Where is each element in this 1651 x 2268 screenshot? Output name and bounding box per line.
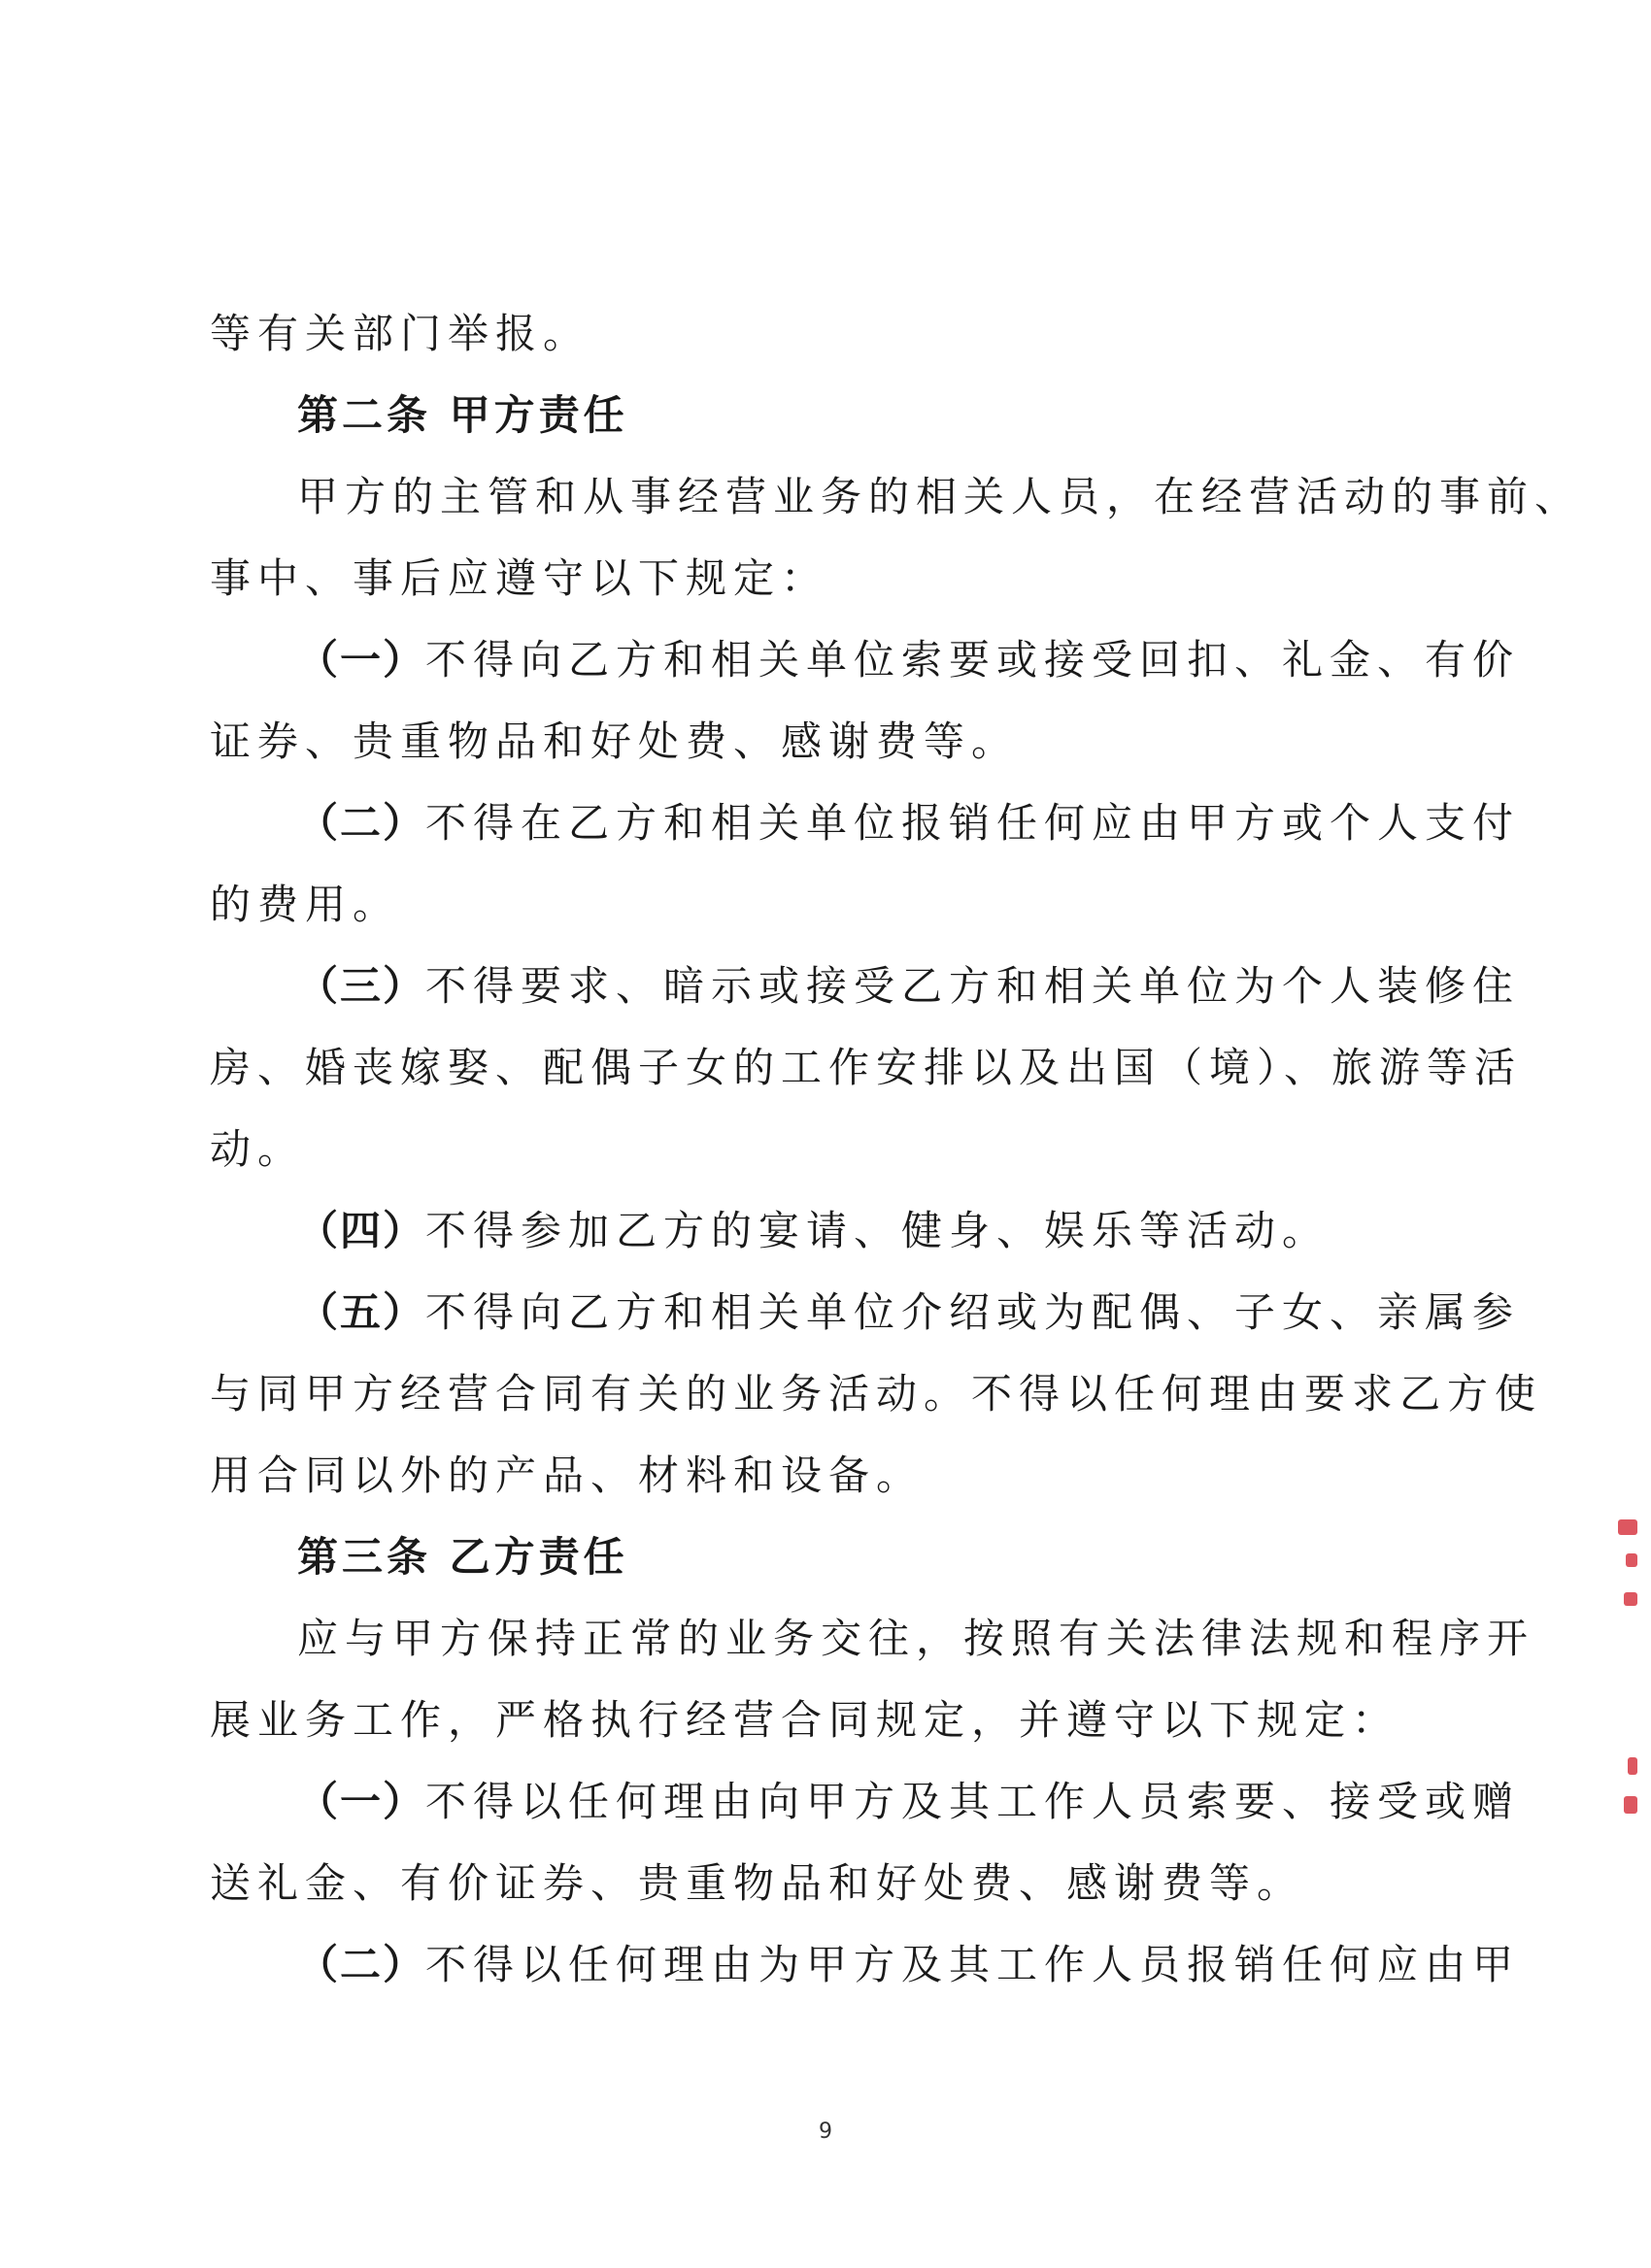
list-item bbox=[297, 1285, 1520, 1340]
paragraph-line bbox=[210, 1041, 1522, 1095]
line-text: 用合同以外的产品、材料和设备。 bbox=[210, 1451, 925, 1499]
list-item bbox=[297, 1204, 1330, 1258]
item-number: （二） bbox=[297, 1941, 426, 1988]
line-text: 的费用。 bbox=[210, 881, 401, 928]
paragraph-line bbox=[210, 1367, 1542, 1421]
paragraph-line bbox=[210, 1693, 1399, 1748]
list-item bbox=[297, 633, 1520, 687]
paragraph-line bbox=[297, 470, 1582, 524]
item-text: 不得参加乙方的宴请、健身、娱乐等活动。 bbox=[425, 1207, 1331, 1254]
list-item bbox=[297, 1938, 1520, 1992]
page-number: 9 bbox=[819, 2119, 832, 2144]
paragraph-line bbox=[210, 551, 828, 606]
item-text: 不得以任何理由向甲方及其工作人员索要、接受或赠 bbox=[425, 1778, 1521, 1825]
item-number: （五） bbox=[297, 1288, 426, 1336]
line-text: 事中、事后应遵守以下规定： bbox=[210, 554, 829, 602]
heading-text: 第二条 甲方责任 bbox=[297, 391, 628, 439]
line-text: 等有关部门举报。 bbox=[210, 310, 591, 357]
line-text: 甲方的主管和从事经营业务的相关人员，在经营活动的事前、 bbox=[297, 473, 1583, 520]
paragraph-line bbox=[210, 1122, 305, 1177]
item-text: 不得以任何理由为甲方及其工作人员报销任何应由甲 bbox=[425, 1941, 1521, 1988]
line-text: 送礼金、有价证券、贵重物品和好处费、感谢费等。 bbox=[210, 1859, 1305, 1907]
list-item bbox=[297, 796, 1520, 850]
seal-mark bbox=[1624, 1796, 1637, 1814]
line-text: 与同甲方经营合同有关的业务活动。不得以任何理由要求乙方使 bbox=[210, 1370, 1543, 1418]
line-text: 动。 bbox=[210, 1125, 306, 1173]
item-number: （三） bbox=[297, 962, 426, 1010]
paragraph-line bbox=[297, 1612, 1534, 1666]
item-text: 不得要求、暗示或接受乙方和相关单位为个人装修住 bbox=[425, 962, 1521, 1010]
seal-mark bbox=[1628, 1757, 1637, 1775]
line-text: 房、婚丧嫁娶、配偶子女的工作安排以及出国（境）、旅游等活 bbox=[210, 1044, 1523, 1091]
line-text: 证券、贵重物品和好处费、感谢费等。 bbox=[210, 717, 1020, 765]
line-text: 应与甲方保持正常的业务交往，按照有关法律法规和程序开 bbox=[297, 1615, 1535, 1662]
item-number: （一） bbox=[297, 636, 426, 684]
seal-mark bbox=[1626, 1553, 1637, 1567]
list-item bbox=[297, 959, 1520, 1014]
article-heading-2 bbox=[297, 388, 628, 443]
paragraph-line bbox=[210, 878, 400, 932]
paragraph-line bbox=[210, 1856, 1304, 1911]
paragraph-line bbox=[210, 307, 590, 361]
seal-mark bbox=[1624, 1592, 1637, 1606]
item-text: 不得向乙方和相关单位索要或接受回扣、礼金、有价 bbox=[425, 636, 1521, 684]
item-number: （一） bbox=[297, 1778, 426, 1825]
paragraph-line bbox=[210, 715, 1019, 769]
list-item bbox=[297, 1775, 1520, 1829]
article-heading-3 bbox=[297, 1530, 628, 1584]
line-text: 展业务工作，严格执行经营合同规定，并遵守以下规定： bbox=[210, 1696, 1400, 1744]
item-number: （二） bbox=[297, 799, 426, 847]
item-number: （四） bbox=[297, 1207, 426, 1254]
seal-mark bbox=[1618, 1519, 1637, 1535]
item-text: 不得在乙方和相关单位报销任何应由甲方或个人支付 bbox=[425, 799, 1521, 847]
paragraph-line bbox=[210, 1449, 924, 1503]
heading-text: 第三条 乙方责任 bbox=[297, 1533, 628, 1581]
item-text: 不得向乙方和相关单位介绍或为配偶、子女、亲属参 bbox=[425, 1288, 1521, 1336]
